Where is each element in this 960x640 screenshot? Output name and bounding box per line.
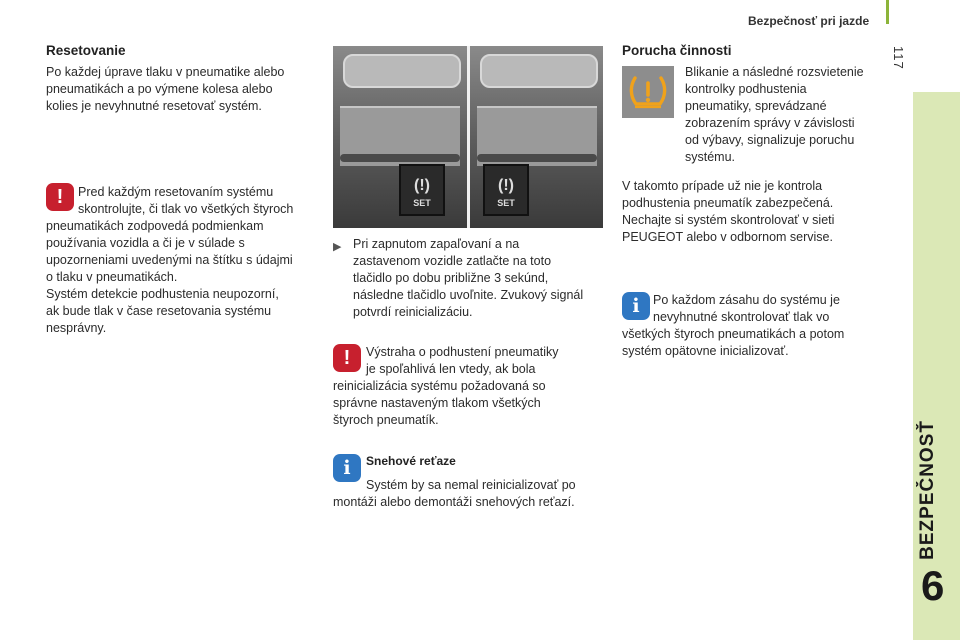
tpms-icon: (!) [498, 177, 514, 194]
warning-line: upozorneniami uvedenými na štítku s údajmi [46, 253, 293, 267]
para-line: PEUGEOT alebo v odbornom servise. [622, 230, 833, 244]
set-button-right [483, 164, 529, 216]
header-rule [886, 0, 889, 24]
warning-line: Systém detekcie podhustenia neupozorní, [46, 287, 279, 301]
info-line: všetkých štyroch pneumatikách a potom [622, 327, 845, 341]
page-number: 117 [891, 46, 906, 70]
lamp-line: zobrazením správy v závislosti [685, 116, 855, 130]
lamp-line: systému. [685, 150, 736, 164]
warning-line: štyroch pneumatík. [333, 413, 439, 427]
section-heading-porucha: Porucha činnosti [622, 43, 732, 58]
instruction-line: zastavenom vozidle zatlačte na toto [353, 254, 552, 268]
lamp-line: pneumatiky, sprevádzané [685, 99, 827, 113]
info-icon: i [622, 292, 650, 320]
reinit-info-block [622, 292, 892, 360]
info-line: Po každom zásahu do systému je [653, 293, 840, 307]
warning-line: je spoľahlivá len vtedy, ak bola [366, 362, 536, 376]
chapter-side-label: BEZPEČNOSŤ [917, 420, 938, 560]
reset-warning-block [46, 184, 321, 337]
lamp-line: kontrolky podhustenia [685, 82, 807, 96]
tpms-lamp-glyph [628, 74, 668, 110]
warning-line: skontrolujte, či tlak vo všetkých štyroch [78, 202, 294, 216]
warning-line: Výstraha o podhustení pneumatiky [366, 345, 559, 359]
snow-chains-heading: Snehové reťaze [366, 454, 456, 468]
tpms-reset-button-photo [333, 46, 603, 228]
info-line: systém opätovne inicializovať. [622, 344, 789, 358]
warning-line: Pred každým resetovaním systému [78, 185, 274, 199]
warning-line: používania vozidla a či je v súlade s [46, 236, 245, 250]
set-button-label: SET [413, 198, 431, 208]
running-header: Bezpečnosť pri jazde [748, 14, 870, 28]
para-line: V takomto prípade už nie je kontrola [622, 179, 823, 193]
para-line: Nechajte si systém skontrolovať v sieti [622, 213, 835, 227]
bullet-arrow-icon: ▶ [333, 241, 342, 253]
malfunction-paragraph [622, 178, 892, 246]
lamp-description [685, 64, 885, 166]
intro-paragraph: Po každej úprave tlaku v pneumatike alebo pneumatikách a po výmene kolesa alebo kolies je nevyhnutné resetovať systém. [46, 65, 285, 113]
instruction-line: následne tlačidlo uvoľnite. Zvukový signál [353, 288, 584, 302]
tpms-icon: (!) [414, 177, 430, 194]
para-line: podhustenia pneumatík zabezpečená. [622, 196, 834, 210]
warning-icon: ! [46, 183, 74, 211]
warning-line: o tlaku v pneumatikách. [46, 270, 178, 284]
lamp-line: Blikanie a následné rozsvietenie [685, 65, 864, 79]
info-line: montáži alebo demontáži snehových reťazí. [333, 495, 575, 509]
chapter-number: 6 [921, 562, 945, 609]
warning-line: reinicializácia systému požadovaná so [333, 379, 546, 393]
instruction-line: Pri zapnutom zapaľovaní a na [353, 237, 520, 251]
snow-chains-block [333, 477, 605, 511]
warning-line: pneumatikách zodpovedá podmienkam [46, 219, 264, 233]
instruction-line: potvrdí reinicializáciu. [353, 305, 473, 319]
warning-icon: ! [333, 344, 361, 372]
warning-line: nesprávny. [46, 321, 107, 335]
info-icon: i [333, 454, 361, 482]
set-button-left [399, 164, 445, 216]
info-line: Systém by sa nemal reinicializovať po [366, 478, 576, 492]
info-line: nevyhnutné skontrolovať tlak vo [653, 310, 830, 324]
warning-line: správne nastaveným tlakom všetkých [333, 396, 541, 410]
reset-instruction [353, 236, 605, 321]
lamp-line: od výbavy, signalizuje poruchu [685, 133, 855, 147]
tpms-warning-lamp-icon [622, 66, 674, 118]
warning-line: ak bude tlak v čase resetovania systému [46, 304, 272, 318]
underinflation-warning-block [333, 344, 605, 429]
instruction-line: tlačidlo po dobu približne 3 sekúnd, [353, 271, 549, 285]
set-button-label: SET [497, 198, 515, 208]
section-heading-resetovanie: Resetovanie [46, 43, 126, 58]
